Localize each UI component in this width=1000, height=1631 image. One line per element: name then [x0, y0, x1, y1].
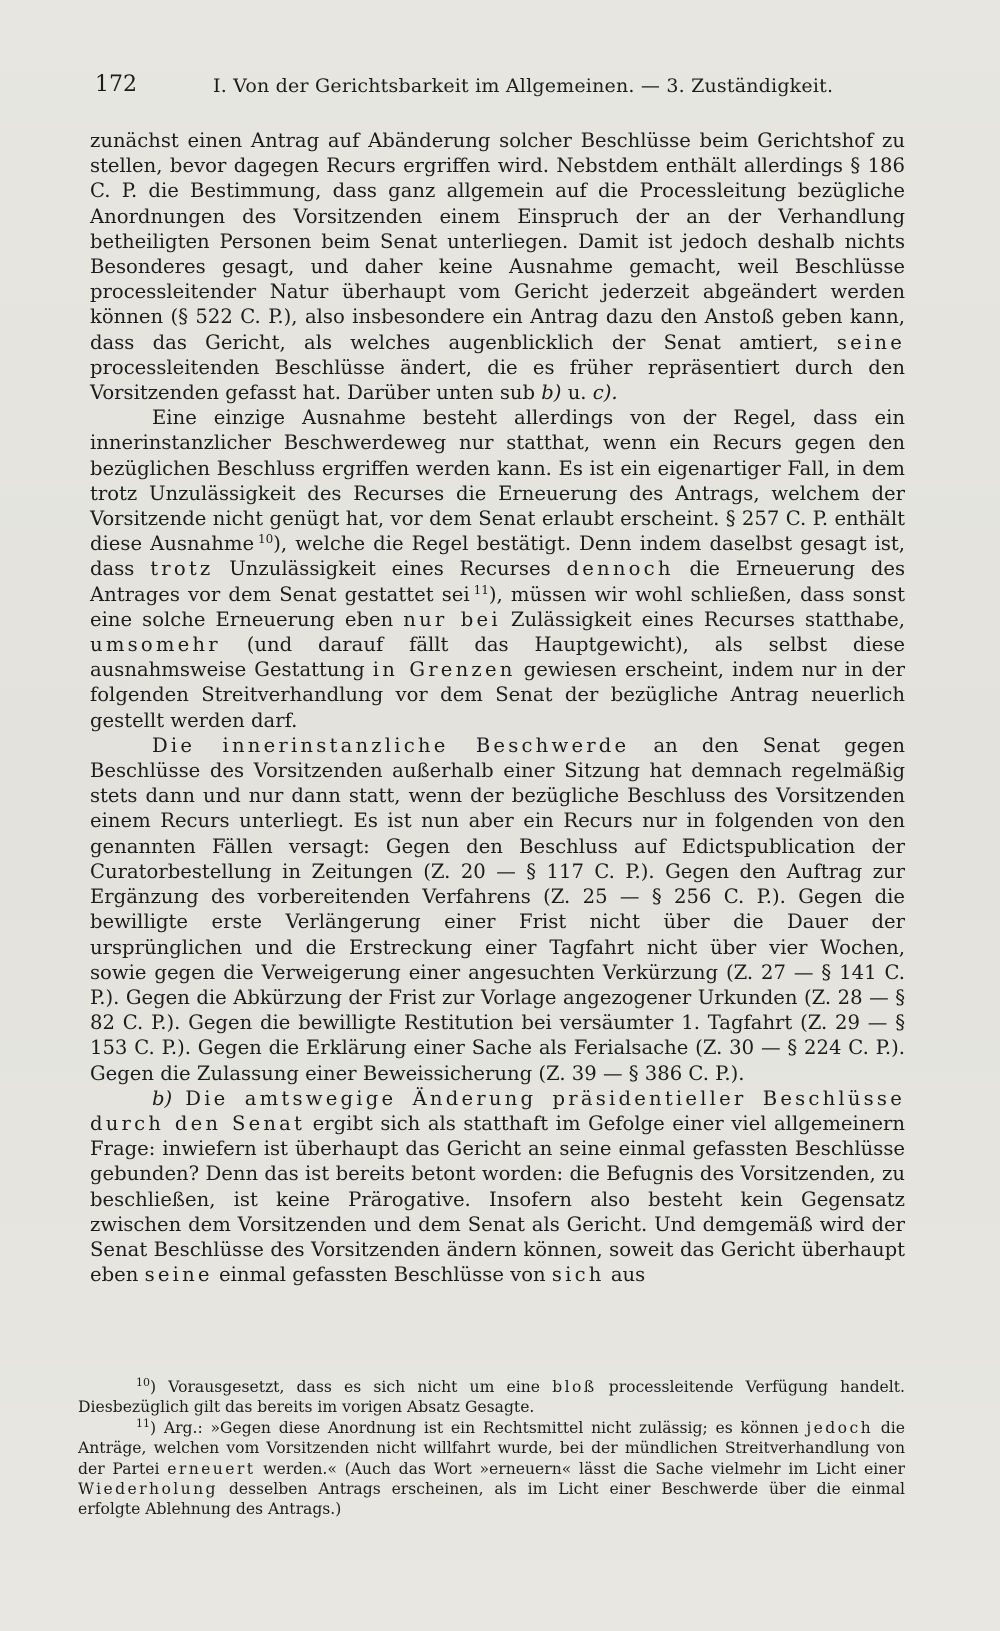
spaced-emphasis: jedoch — [806, 1418, 874, 1437]
running-head-title: I. Von der Gerichtsbarkeit im Allgemeinen. — 3. Zuständigkeit. — [213, 75, 834, 97]
italic-ref: b) — [152, 1086, 173, 1110]
page-number: 172 — [95, 72, 137, 97]
spaced-emphasis: seine — [144, 1263, 213, 1287]
paragraph-3 — [90, 733, 905, 1086]
spaced-emphasis: nur bei — [403, 607, 501, 631]
paragraph-2 — [90, 405, 905, 733]
text-run: die Anträge, welchen vom Vorsitzenden nicht willfahrt wurde, bei der mündlichen Streitverhandlung von der Partei — [78, 1418, 905, 1478]
text-run: ) Arg.: »Gegen diese Anordnung ist ein Rechtsmittel nicht zulässig; es können — [150, 1418, 799, 1437]
text-run: gewiesen erscheint, indem nur in der folgenden Streitverhandlung vor dem Senat der bezügliche Antrag neuerlich gestellt werden darf. — [90, 658, 906, 732]
spaced-emphasis: sich — [551, 1263, 605, 1287]
text-run: (und darauf fällt das Hauptgewicht), als selbst diese ausnahmsweise Gestattung — [90, 633, 905, 682]
text-run: ergibt sich als statthaft im Gefolge einer viel allgemeinern Frage: inwiefern ist überhaupt das Gericht an seine einmal gefassten Beschlüsse gebunden? Denn das ist bereits betont worden: die Befugnis des Vorsitzenden, zu beschließen, ist keine Prärogative. Insofern also besteht kein Gegensatz zwischen dem Vorsitzenden und dem Senat als Gericht. Und demgemäß wird der Senat Beschlüsse des Vorsitzenden ändern können, soweit das Gericht überhaupt eben — [90, 1111, 905, 1287]
text-run: Eine einzige Ausnahme besteht allerdings von der Regel, dass ein innerinstanzlicher Beschwerdeweg nur statthat, wenn ein Recurs gegen den bezüglichen Beschluss ergriffen werden kann. Es ist ein eigenartiger Fall, in dem trotz Unzulässigkeit des Recurses die Erneuerung des Antrags, welchem der Vorsitzende nicht genügt hat, vor dem Senat erlaubt erscheint. § 257 C. P. enthält diese Ausnahme — [90, 406, 905, 556]
text-run: ), welche die Regel bestätigt. Denn indem daselbst gesagt ist, dass — [90, 532, 905, 581]
spaced-emphasis: trotz — [150, 557, 214, 581]
spaced-emphasis: umsomehr — [90, 633, 221, 657]
text-run: u. — [567, 381, 587, 405]
footnote-number: 11 — [136, 1416, 150, 1430]
footnote-ref-11: 11 — [473, 582, 489, 597]
text-run: werden.« (Auch das Wort »erneuern« lässt die Sache vielmehr im Licht einer — [263, 1459, 905, 1478]
footnote-10 — [78, 1377, 905, 1418]
text-run: ) Vorausgesetzt, dass es sich nicht um eine — [150, 1378, 541, 1396]
text-run: Unzulässigkeit eines Recurses — [229, 557, 551, 581]
text-run: die Erneuerung des Antrages vor dem Senat gestattet sei — [90, 557, 906, 606]
text-run: an den Senat gegen Beschlüsse des Vorsitzenden außerhalb einer Sitzung hat demnach regelmäßig stets dann und nur dann statt, wenn der bezügliche Beschluss des Vorsitzenden einem Recurs unterliegt. Es ist nun aber ein Recurs nur in folgenden von den genannten Fällen versagt: Gegen den Beschluss auf Edictspublication der Curatorbestellung in Zeitungen (Z. 20 — § 117 C. P.). Gegen den Auftrag zur Ergänzung des vorbereitenden Verfahrens (Z. 25 — § 256 C. P.). Gegen die bewilligte erste Verlängerung einer Frist nicht über die Dauer der ursprünglichen und die Erstreckung einer Tagfahrt nicht über vier Wochen, sowie gegen die Verweigerung einer angesuchten Verkürzung (Z. 27 — § 141 C. P.). Gegen die Abkürzung der Frist zur Vorlage angezogener Urkunden (Z. 28 — § 82 C. P.). Gegen die bewilligte Restitution bei versäumter 1. Tagfahrt (Z. 29 — § 153 C. P.). Gegen die Erklärung einer Sache als Ferialsache (Z. 30 — § 224 C. P.). Gegen die Zulassung einer Beweissicherung (Z. 39 — § 386 C. P.). — [90, 733, 905, 1085]
spaced-emphasis: Die amtswegige Änderung präsidentieller Beschlüsse durch den Senat — [90, 1086, 905, 1135]
running-head — [95, 72, 915, 108]
footnotes — [78, 1377, 905, 1520]
main-text — [90, 128, 905, 1287]
paragraph-4 — [90, 1086, 905, 1288]
footnote-number: 10 — [136, 1376, 150, 1389]
text-run: desselben Antrags erscheinen, als im Licht einer Beschwerde über die einmal erfolgte Ablehnung des Antrags.) — [78, 1480, 905, 1519]
spaced-emphasis: seine — [836, 330, 905, 354]
spaced-emphasis: dennoch — [566, 557, 674, 581]
spaced-emphasis: Wiederholung — [78, 1480, 218, 1499]
text-run: aus — [610, 1263, 646, 1287]
footnote-ref-10: 10 — [258, 532, 274, 547]
spaced-emphasis: in Grenzen — [372, 658, 516, 682]
paragraph-1 — [90, 128, 905, 405]
text-run: einmal gefassten Beschlüsse von — [218, 1263, 546, 1287]
text-run: processleitende Verfügung handelt. Diesbezüglich gilt das bereits im vorigen Absatz Gesagte. — [78, 1378, 905, 1417]
spaced-emphasis: erneuert — [167, 1459, 256, 1478]
text-run: zunächst einen Antrag auf Abänderung solcher Beschlüsse beim Gerichtshof zu stellen, bevor dagegen Recurs ergriffen wird. Nebstdem enthält allerdings § 186 C. P. die Bestimmung, dass ganz allgemein auf die Processleitung bezügliche Anordnungen des Vorsitzenden einem Einspruch der an der Verhandlung betheiligten Personen beim Senat unterliegen. Damit ist jedoch deshalb nichts Besonderes gesagt, und daher keine Ausnahme gemacht, weil Beschlüsse processleitender Natur überhaupt vom Gericht jederzeit abgeändert werden können (§ 522 C. P.), also insbesondere ein Antrag dazu den Anstoß geben kann, dass das Gericht, als welches augenblicklich der Senat amtiert, — [90, 129, 905, 354]
footnote-11 — [78, 1418, 905, 1520]
text-run: Zulässigkeit eines Recurses statthabe, — [510, 607, 905, 631]
spaced-emphasis: Die innerinstanzliche Beschwerde — [152, 733, 630, 757]
italic-ref: b) — [541, 381, 562, 405]
spaced-emphasis: bloß — [552, 1378, 597, 1396]
text-run: ), müssen wir wohl schließen, dass sonst eine solche Erneuerung eben — [90, 582, 905, 631]
italic-ref: c). — [592, 381, 618, 405]
text-run: processleitenden Beschlüsse ändert, die es früher repräsentiert durch den Vorsitzenden gefasst hat. Darüber unten sub — [90, 355, 905, 405]
